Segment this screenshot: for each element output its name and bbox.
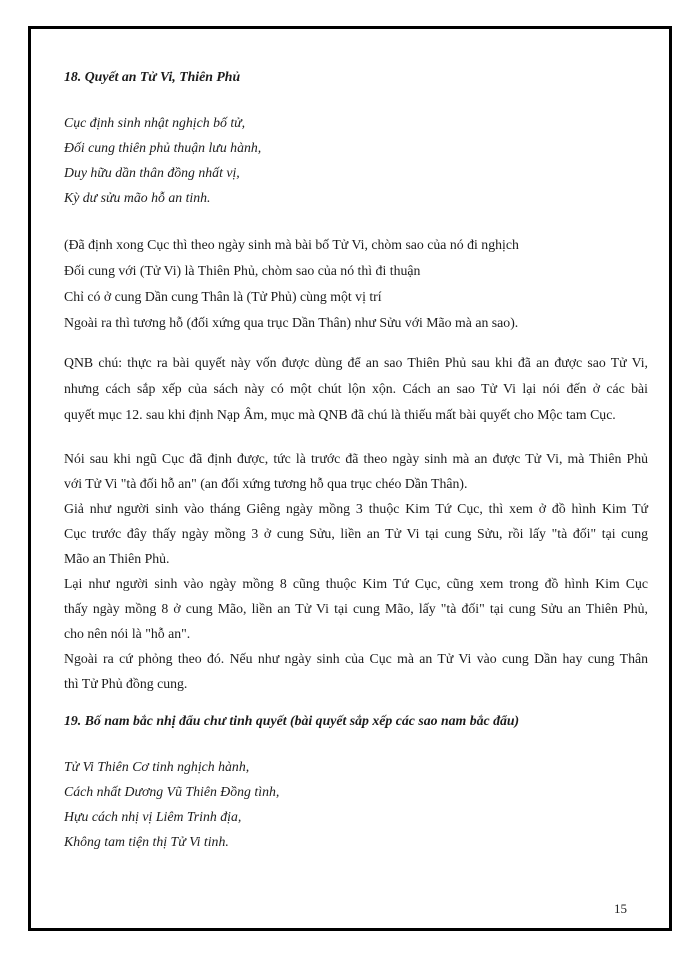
paragraph-line: quyết mục 12. sau khi định Nạp Âm, mục mà QNB đã chú là thiếu mất bài quyết cho Mộc tam Cục.	[64, 407, 616, 422]
paragraph-line: cho nên nói là "hỗ an".	[64, 626, 191, 641]
page-number: 15	[614, 901, 627, 916]
poem-line: Cục định sinh nhật nghịch bố tử,	[64, 115, 246, 130]
paragraph-line: Giả như người sinh vào tháng Giêng ngày mồng 3 thuộc Kim Tứ Cục, thì xem ở đồ hình Kim Tứ	[64, 501, 648, 516]
poem-line: Hựu cách nhị vị Liêm Trinh địa,	[64, 809, 242, 824]
paragraph-line: Ngoài ra thì tương hỗ (đối xứng qua trục Dần Thân) như Sửu với Mão mà an sao).	[64, 315, 519, 330]
poem-line: Kỳ dư sửu mão hỗ an tinh.	[64, 190, 211, 205]
section-18-explanation	[64, 446, 648, 696]
page-border	[28, 26, 672, 931]
paragraph-line: Ngoài ra cứ phỏng theo đó. Nếu như ngày sinh của Cục mà an Tử Vi vào cung Dần hay cung Thân	[64, 651, 648, 666]
section-18-heading: 18. Quyết an Tử Vi, Thiên Phủ	[64, 69, 241, 84]
paragraph-line: (Đã định xong Cục thì theo ngày sinh mà bài bố Tử Vi, chòm sao của nó đi nghịch	[64, 237, 519, 252]
paragraph-line: với Tử Vi "tà đối hỗ an" (an đối xứng tương hỗ qua trục chéo Dần Thân).	[64, 476, 468, 491]
section-18-poem	[64, 110, 648, 210]
paragraph-line: Nói sau khi ngũ Cục đã định được, tức là trước đã theo ngày sinh mà an được Tử Vi, mà Thiên Phủ	[64, 451, 648, 466]
paragraph-line: thì Tử Phủ đồng cung.	[64, 676, 188, 691]
poem-line: Không tam tiện thị Tử Vi tinh.	[64, 834, 229, 849]
section-18-qnb-note	[64, 350, 648, 428]
paragraph-line: QNB chú: thực ra bài quyết này vốn được dùng để an sao Thiên Phủ sau khi đã an được sao Tử Vi,	[64, 355, 648, 370]
paragraph-line: Mão an Thiên Phủ.	[64, 551, 170, 566]
poem-line: Cách nhất Dương Vũ Thiên Đồng tình,	[64, 784, 280, 799]
poem-line: Tử Vi Thiên Cơ tinh nghịch hành,	[64, 759, 250, 774]
poem-line: Duy hữu dần thân đồng nhất vị,	[64, 165, 240, 180]
paragraph-line: Chỉ có ở cung Dần cung Thân là (Tử Phủ) cùng một vị trí	[64, 289, 382, 304]
section-19-heading: 19. Bố nam bắc nhị đẩu chư tinh quyết (bài quyết sắp xếp các sao nam bắc đẩu)	[64, 713, 520, 728]
paragraph-line: nhưng cách sắp xếp của sách này có một chút lộn xộn. Cách an sao Tử Vi lại nói đến ở các bài	[64, 381, 648, 396]
paragraph-line: Lại như người sinh vào ngày mồng 8 cũng thuộc Kim Tứ Cục, cũng xem trong đồ hình Kim Cục	[64, 576, 648, 591]
paragraph-line: Cục trước đây thấy ngày mồng 3 ở cung Sửu, liền an Tử Vi tại cung Sửu, rồi lấy "tà đối" tại cung	[64, 526, 648, 541]
poem-line: Đối cung thiên phủ thuận lưu hành,	[64, 140, 262, 155]
paragraph-line: thấy ngày mồng 8 ở cung Mão, liền an Tử Vi tại cung Mão, lấy "tà đối" tại cung Sửu an Thiên Phủ,	[64, 601, 648, 616]
document-content	[64, 64, 648, 854]
section-19-poem	[64, 754, 648, 854]
paragraph-line: Đối cung với (Tử Vi) là Thiên Phủ, chòm sao của nó thì đi thuận	[64, 263, 421, 278]
section-18-translation-note	[64, 232, 648, 336]
